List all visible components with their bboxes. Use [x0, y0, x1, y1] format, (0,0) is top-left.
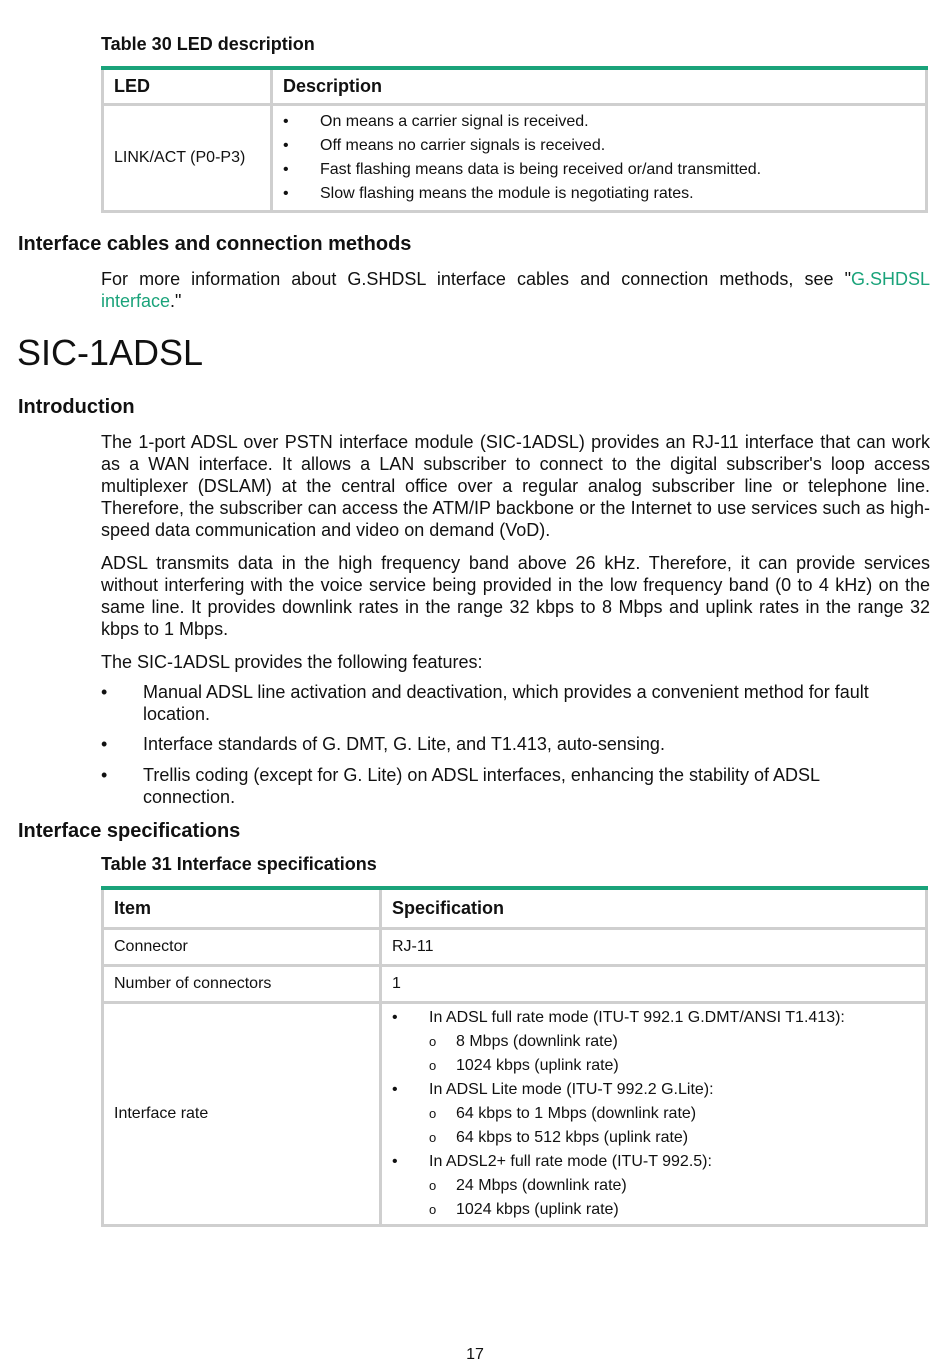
feature-text: Manual ADSL line activation and deactivation, which provides a convenient method for fault location.: [143, 682, 869, 724]
page-number: 17: [466, 1346, 484, 1363]
led-name-cell: LINK/ACT (P0-P3): [103, 104, 272, 211]
spec-cell: RJ-11: [381, 928, 927, 965]
item-cell: Number of connectors: [103, 965, 381, 1002]
bullet-icon: •: [101, 765, 108, 785]
specification-column-header: Specification: [381, 888, 927, 928]
list-item: o 64 kbps to 1 Mbps (downlink rate): [429, 1102, 915, 1126]
list-item: o 1024 kbps (uplink rate): [429, 1198, 915, 1222]
table-row: [103, 965, 927, 1002]
spec-cell: 1: [381, 965, 927, 1002]
intro-paragraph-1: The 1-port ADSL over PSTN interface module (SIC-1ADSL) provides an RJ-11 interface that can work as a WAN interface. It allows a LAN subscriber to connect to the digital subscriber's loop access multiplexer (DSLAM) at the central office over a regular analog subscriber line or telephone line. Therefore, the subscriber can access the ATM/IP backbone or the Internet to use services such as high-speed data communication and video on demand (VoD).: [101, 432, 930, 540]
cables-heading: Interface cables and connection methods: [18, 233, 412, 255]
feature-item: [101, 764, 911, 808]
table-30-caption: Table 30 LED description: [101, 34, 315, 54]
list-item: [392, 1006, 915, 1078]
list-item: • Off means no carrier signals is received.: [283, 134, 915, 158]
feature-text: Interface standards of G. DMT, G. Lite, and T1.413, auto-sensing.: [143, 734, 665, 754]
gshdsl-interface-link[interactable]: G.SHDSL interface: [101, 269, 930, 311]
list-item: o 64 kbps to 512 kbps (uplink rate): [429, 1126, 915, 1150]
specifications-heading: Interface specifications: [18, 820, 241, 842]
cables-paragraph: [101, 268, 930, 312]
led-description-cell: [272, 104, 927, 211]
list-item: • On means a carrier signal is received.: [283, 110, 915, 134]
bullet-icon: •: [101, 734, 108, 754]
led-column-header: LED: [103, 68, 272, 104]
led-description-table: [101, 66, 928, 213]
feature-text: Trellis coding (except for G. Lite) on ADSL interfaces, enhancing the stability of ADSL connection.: [143, 765, 820, 807]
list-item: o 1024 kbps (uplink rate): [429, 1054, 915, 1078]
list-item: o 8 Mbps (downlink rate): [429, 1030, 915, 1054]
rate-mode: In ADSL full rate mode (ITU-T 992.1 G.DMT/ANSI T1.413):: [429, 1008, 845, 1026]
description-column-header: Description: [272, 68, 927, 104]
list-item: o 24 Mbps (downlink rate): [429, 1174, 915, 1198]
table-row: [103, 1002, 927, 1225]
list-item: [392, 1078, 915, 1150]
table-row: [103, 928, 927, 965]
intro-paragraph-3: The SIC-1ADSL provides the following features:: [101, 652, 483, 672]
bullet-icon: •: [101, 682, 108, 702]
feature-item: [101, 733, 911, 755]
rate-mode: In ADSL2+ full rate mode (ITU-T 992.5):: [429, 1152, 712, 1170]
feature-item: [101, 681, 911, 725]
section-title: SIC-1ADSL: [17, 332, 204, 373]
cables-text-end: .": [170, 291, 182, 311]
intro-paragraph-2: ADSL transmits data in the high frequency band above 26 kHz. Therefore, it can provide services without interfering with the voice service being provided in the low frequency band (0 to 4 kHz) on the same line. It provides downlink rates in the range 32 kbps to 8 Mbps and uplink rates in the range 32 kbps to 1 Mbps.: [101, 553, 930, 639]
list-item: • Slow flashing means the module is negotiating rates.: [283, 182, 915, 206]
cables-text: For more information about G.SHDSL interface cables and connection methods, see ": [101, 269, 851, 289]
interface-specifications-table: [101, 886, 928, 1227]
introduction-heading: Introduction: [18, 396, 135, 418]
item-column-header: Item: [103, 888, 381, 928]
item-cell: Interface rate: [103, 1002, 381, 1225]
list-item: [392, 1150, 915, 1222]
list-item: • Fast flashing means data is being received or/and transmitted.: [283, 158, 915, 182]
spec-cell: [381, 1002, 927, 1225]
table-31-caption: Table 31 Interface specifications: [101, 854, 377, 874]
rate-mode: In ADSL Lite mode (ITU-T 992.2 G.Lite):: [429, 1080, 714, 1098]
item-cell: Connector: [103, 928, 381, 965]
